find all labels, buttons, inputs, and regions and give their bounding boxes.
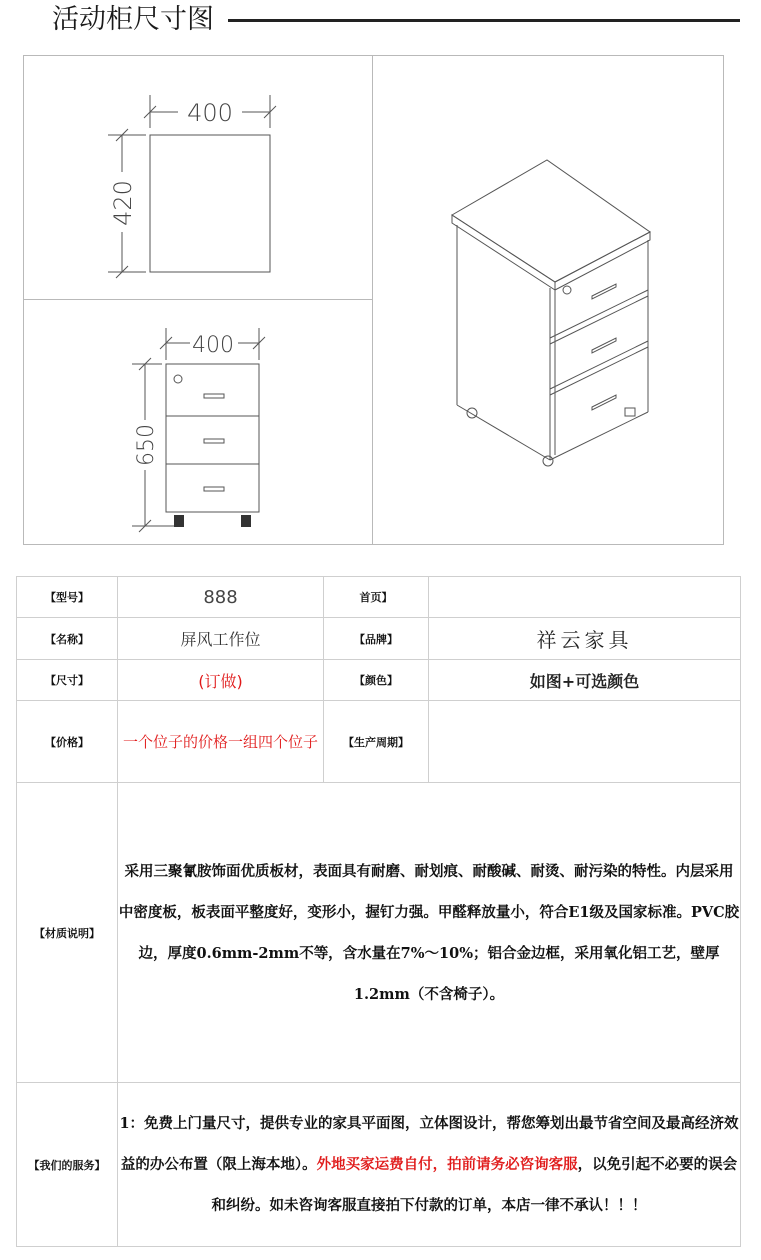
front-lock xyxy=(174,375,182,383)
service-text-main: 1：免费上门量尺寸，提供专业的家具平面图，立体图设计，帮您筹划出最节省空间及最高经济效益的办公布置（限上海本地）。 xyxy=(119,1115,739,1173)
label-size: 【尺寸】 xyxy=(17,660,118,701)
value-price: 一个位子的价格一组四个位子 xyxy=(118,701,324,783)
service-description xyxy=(118,1083,741,1247)
spec-table xyxy=(16,576,741,1247)
front-handle-3 xyxy=(204,487,224,491)
front-width-label: 400 xyxy=(192,333,234,358)
label-home: 首页】 xyxy=(324,577,429,618)
iso-handle-2 xyxy=(592,338,616,353)
iso-handle-1 xyxy=(592,284,616,299)
iso-top-edge-right xyxy=(555,232,650,290)
iso-lock xyxy=(563,286,571,294)
iso-drawer-line-1b xyxy=(550,296,648,344)
front-caster-right xyxy=(241,515,251,527)
iso-drawer-line-2b xyxy=(550,347,648,395)
label-service: 【我们的服务】 xyxy=(17,1083,118,1247)
value-size: (订做) xyxy=(118,660,324,701)
value-color: 如图+可选颜色 xyxy=(429,660,741,701)
iso-drawer-line-2 xyxy=(550,341,648,389)
front-height-label: 650 xyxy=(134,424,159,466)
service-text-tail: ，以免引起不必要的误会和纠纷。如未咨询客服直接拍下付款的订单，本店一律不承认！！！ xyxy=(211,1156,738,1214)
page-title: 活动柜尺寸图 xyxy=(52,4,214,35)
iso-caster-back xyxy=(467,408,477,418)
iso-body-bottom-left xyxy=(457,405,550,460)
front-handle-1 xyxy=(204,394,224,398)
label-price: 【价格】 xyxy=(17,701,118,783)
table-row xyxy=(17,1083,741,1247)
front-handle-2 xyxy=(204,439,224,443)
table-row xyxy=(17,618,741,660)
label-model: 【型号】 xyxy=(17,577,118,618)
value-brand: 祥云家具 xyxy=(429,618,741,660)
top-width-label: 400 xyxy=(187,99,233,127)
iso-caster-front xyxy=(543,456,553,466)
table-row xyxy=(17,701,741,783)
iso-top-surface xyxy=(452,160,650,282)
value-model: 888 xyxy=(118,577,324,618)
label-material: 【材质说明】 xyxy=(17,783,118,1083)
service-text-warning: 外地买家运费自付，拍前请务必咨询客服 xyxy=(316,1156,578,1173)
dimension-drawings xyxy=(0,0,761,560)
iso-handle-3 xyxy=(592,395,616,410)
value-name: 屏风工作位 xyxy=(118,618,324,660)
iso-drawer-line-1 xyxy=(550,290,648,338)
table-row xyxy=(17,783,741,1083)
label-color: 【颜色】 xyxy=(324,660,429,701)
front-caster-left xyxy=(174,515,184,527)
material-description: 采用三聚氰胺饰面优质板材，表面具有耐磨、耐划痕、耐酸碱、耐烫、耐污染的特性。内层采用中密度板，板表面平整度好，变形小，握钉力强。甲醛释放量小，符合E1级及国家标准。PVC胶边，厚度0.6mm-2mm不等，含水量在7%～10%；铝合金边框，采用氧化铝工艺，壁厚1.2mm（不含椅子）。 xyxy=(118,783,741,1083)
table-row xyxy=(17,577,741,618)
iso-top-edge-left xyxy=(452,215,555,290)
value-home xyxy=(429,577,741,618)
label-brand: 【品牌】 xyxy=(324,618,429,660)
table-row xyxy=(17,660,741,701)
top-depth-label: 420 xyxy=(109,180,137,226)
label-name: 【名称】 xyxy=(17,618,118,660)
iso-body-bottom-right xyxy=(550,412,648,460)
iso-caster-right xyxy=(625,408,635,416)
top-view-outline xyxy=(150,135,270,272)
value-production-cycle xyxy=(429,701,741,783)
isometric-view-drawing xyxy=(452,160,650,466)
label-production-cycle: 【生产周期】 xyxy=(324,701,429,783)
front-view-outline xyxy=(166,364,259,512)
